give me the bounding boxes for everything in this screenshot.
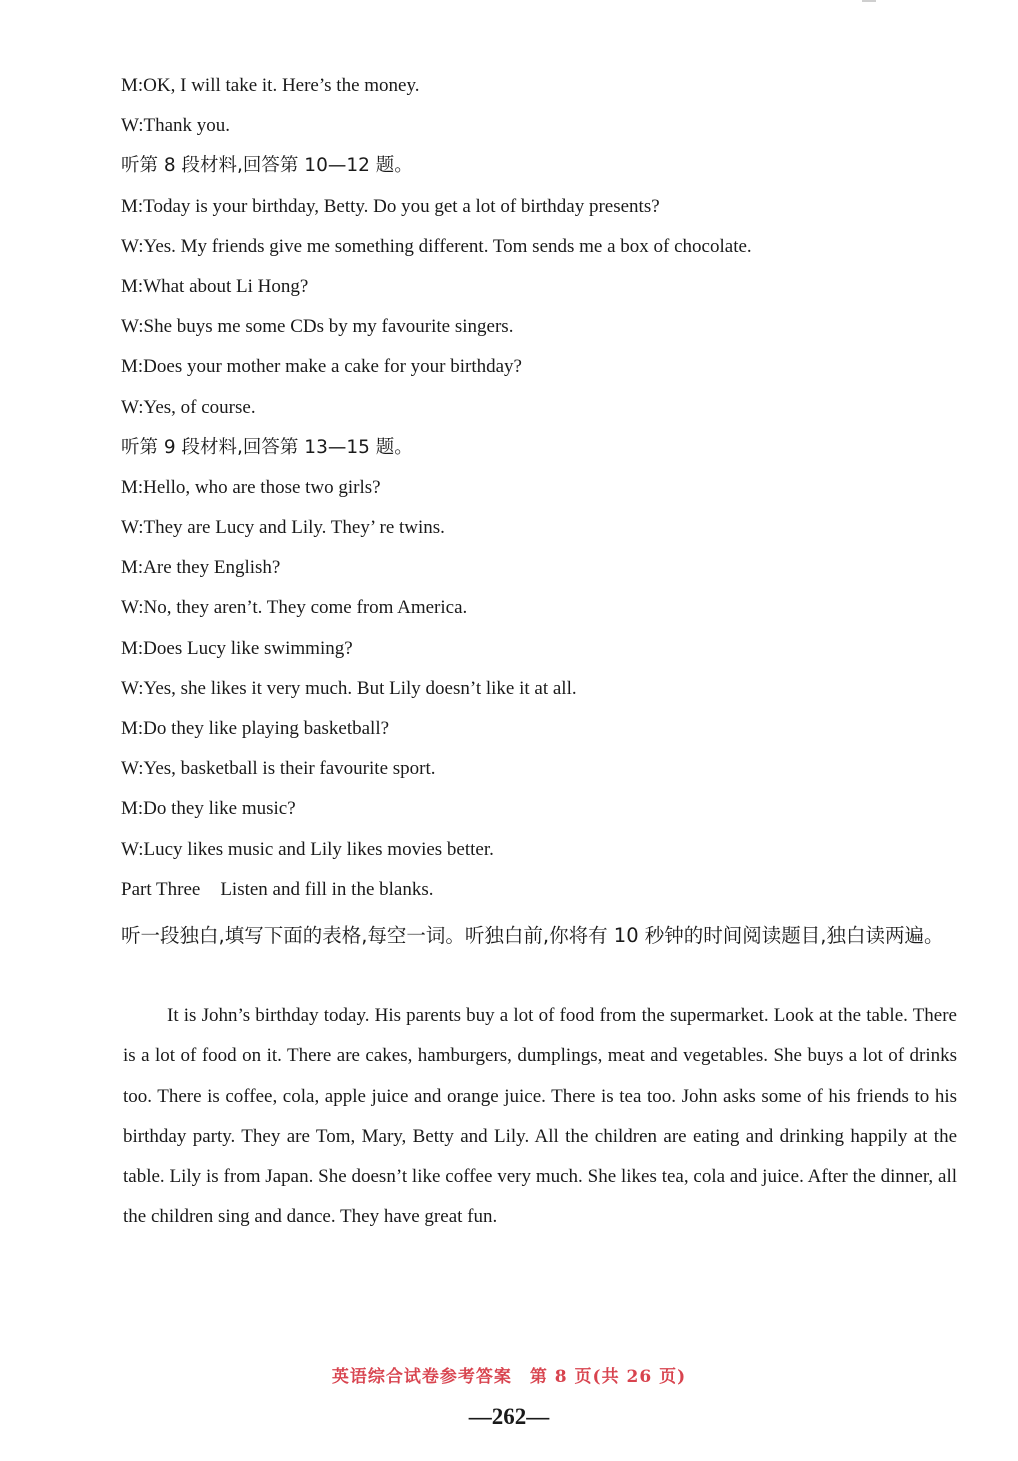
footer-title: 英语综合试卷参考答案 第 8 页(共 26 页) xyxy=(331,1367,687,1387)
dialogue-line: M:OK, I will take it. Here’s the money. xyxy=(121,75,420,96)
part-three-heading xyxy=(121,874,961,914)
directions: 听一段独白,填写下面的表格,每空一词。听独白前,你将有 10 秒钟的时间阅读题目,独白读两遍。 xyxy=(121,924,944,947)
dialogue-line: W:Yes, of course. xyxy=(121,396,256,418)
dialogue-line: M:Do they like playing basketball? xyxy=(121,718,390,739)
dialogue-line: W:No, they aren’t. They come from America. xyxy=(121,597,468,619)
dialogue-line: M:Today is your birthday, Betty. Do you get a lot of birthday presents? xyxy=(121,195,660,217)
section-heading: 听第 8 段材料,回答第 10—12 题。 xyxy=(121,155,413,177)
dialogue-section xyxy=(121,70,961,914)
scan-mark xyxy=(862,0,876,2)
dialogue-line: M:What about Li Hong? xyxy=(121,275,309,297)
dialogue-line: M:Do they like music? xyxy=(121,798,296,820)
dialogue-line: W:Yes, she likes it very much. But Lily doesn’t like it at all. xyxy=(121,677,577,699)
page-number: —262— xyxy=(468,1404,550,1429)
dialogue-line: M:Does Lucy like swimming? xyxy=(121,637,353,659)
section-heading: 听第 9 段材料,回答第 13—15 题。 xyxy=(121,436,413,458)
dialogue-line: W:Yes, basketball is their favourite sport. xyxy=(121,758,436,780)
dialogue-line: M:Does your mother make a cake for your birthday? xyxy=(121,356,522,378)
dialogue-line: W:Yes. My friends give me something different. Tom sends me a box of chocolate. xyxy=(121,235,752,257)
part-instruction: Listen and fill in the blanks. xyxy=(220,878,434,900)
dialogue-line: M:Are they English? xyxy=(121,557,281,579)
dialogue-line: W:Lucy likes music and Lily likes movies better. xyxy=(121,838,494,860)
dialogue-line: W:She buys me some CDs by my favourite singers. xyxy=(121,316,514,338)
dialogue-line: M:Hello, who are those two girls? xyxy=(121,476,381,498)
part-label: Part Three xyxy=(121,878,201,900)
monologue-passage: It is John’s birthday today. His parents buy a lot of food from the supermarket. Look at the table. There is a lot of food on it. There are cakes, hamburgers, dumplings, meat and vegetables. She buys a lot of drinks too. There is coffee, cola, apple juice and orange juice. There is tea too. John asks some of his friends to his birthday party. They are Tom, Mary, Betty and Lily. All the children are eating and drinking happily at the table. Lily is from Japan. She doesn’t like coffee very much. She likes tea, cola and juice. After the dinner, all the children sing and dance. They have great fun. xyxy=(123,1005,957,1228)
dialogue-line: W:Thank you. xyxy=(121,115,231,137)
dialogue-line: W:They are Lucy and Lily. They’ re twins. xyxy=(121,517,445,539)
